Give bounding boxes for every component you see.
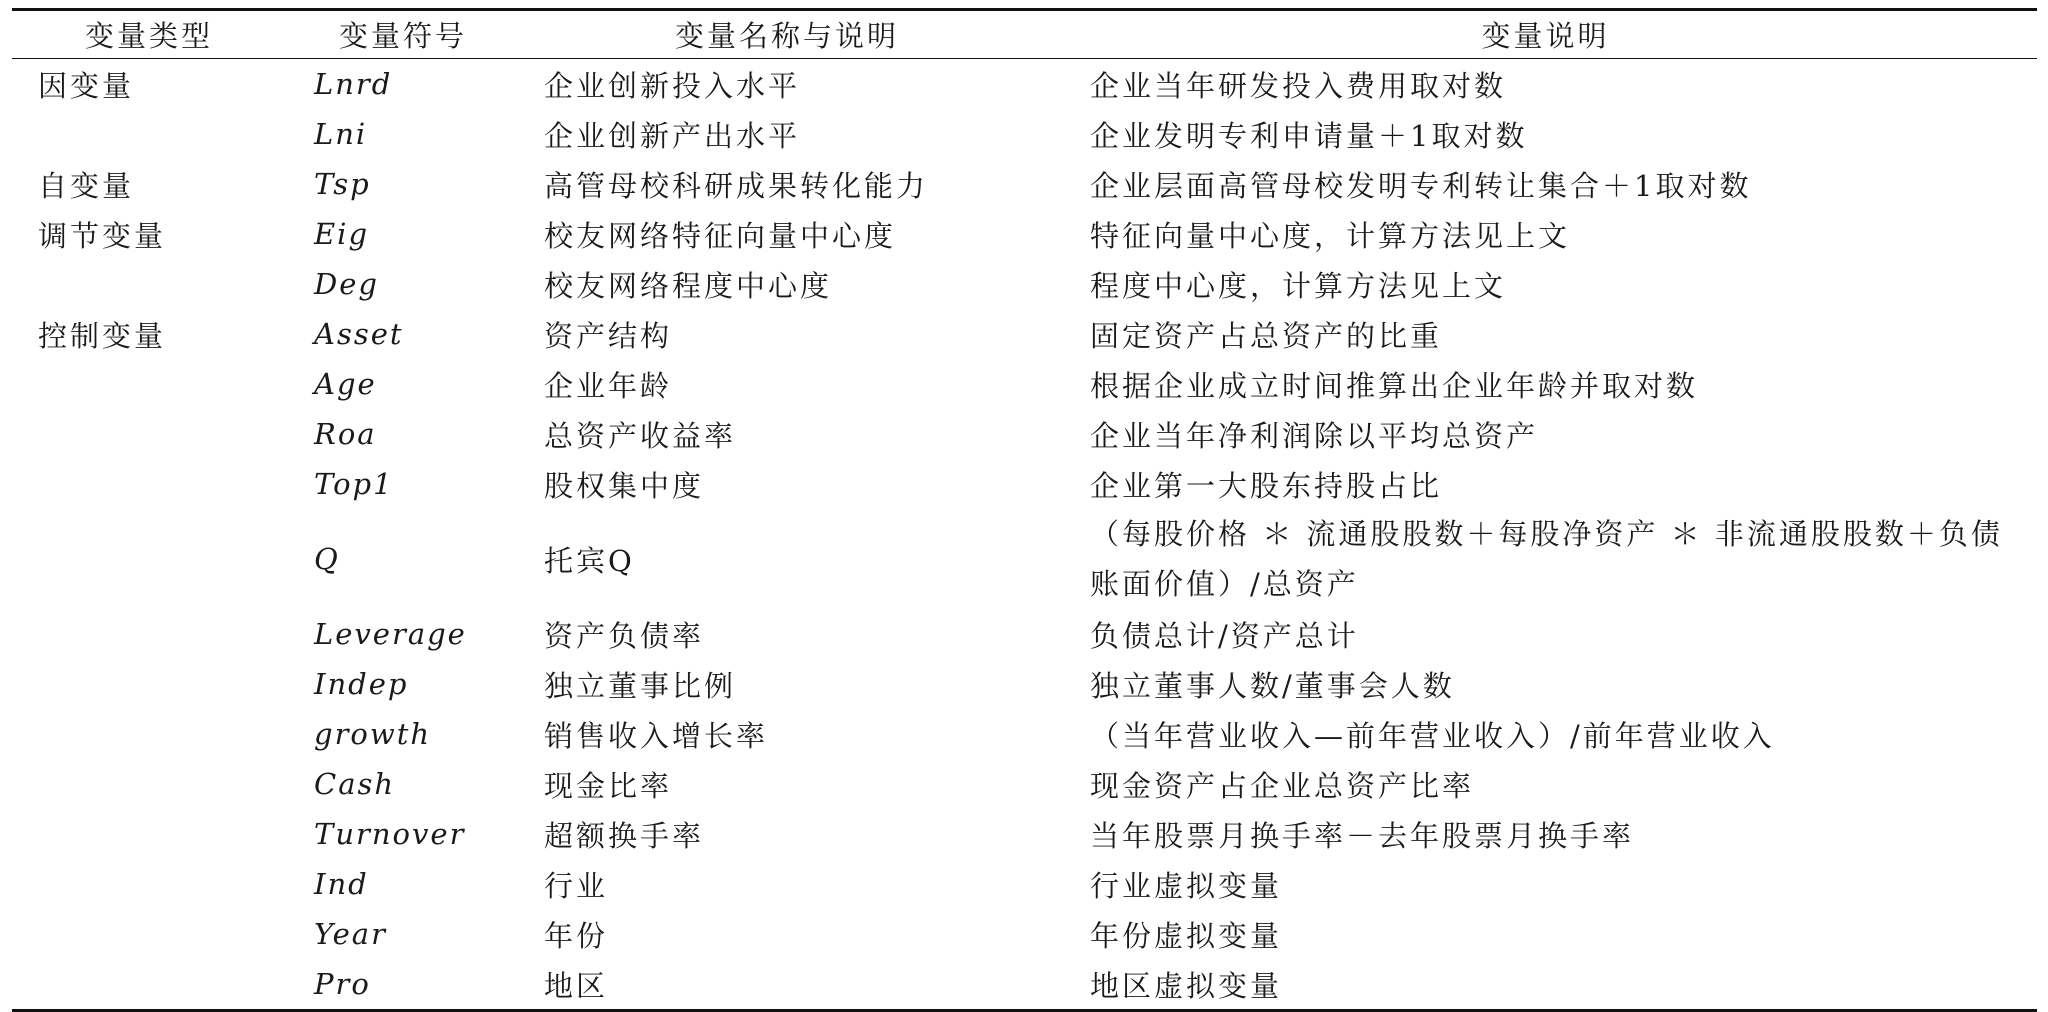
variable-symbol-cell: Cash <box>314 767 396 801</box>
variable-description-cell: 企业当年研发投入费用取对数 <box>1090 68 1507 103</box>
variable-type-cell <box>12 509 286 609</box>
variable-type-cell <box>12 659 286 709</box>
variable-description-cell: （每股价格 ＊ 流通股股数＋每股净资产 ＊ 非流通股股数＋负债账面价值）/总资产 <box>1090 517 2003 601</box>
variable-description-cell: 企业发明专利申请量＋1取对数 <box>1090 118 1528 153</box>
header-variable-type: 变量类型 <box>12 11 286 59</box>
table-body <box>12 59 2037 1010</box>
variable-symbol-cell: Lnrd <box>314 67 393 101</box>
table-row <box>12 809 2037 859</box>
header-variable-symbol: 变量符号 <box>286 11 520 59</box>
variable-type-cell: 控制变量 <box>38 318 167 353</box>
variable-symbol-cell: Eig <box>314 217 370 251</box>
variable-name-cell: 现金比率 <box>544 768 673 803</box>
variable-type-cell: 调节变量 <box>38 218 167 253</box>
table-row <box>12 709 2037 759</box>
variable-description-cell: 企业层面高管母校发明专利转让集合＋1取对数 <box>1090 168 1752 203</box>
header-row <box>12 11 2037 59</box>
variable-description-cell: 行业虚拟变量 <box>1090 868 1283 903</box>
variable-name-cell: 资产负债率 <box>544 618 705 653</box>
variable-table <box>12 11 2037 1009</box>
variable-name-cell: 超额换手率 <box>544 818 705 853</box>
variable-description-cell: 企业第一大股东持股占比 <box>1090 468 1443 503</box>
variable-type-cell <box>12 809 286 859</box>
variable-description-cell: 企业当年净利润除以平均总资产 <box>1090 418 1539 453</box>
variable-type-cell <box>12 259 286 309</box>
variable-name-cell: 校友网络特征向量中心度 <box>544 218 897 253</box>
table-row <box>12 459 2037 509</box>
variable-name-cell: 独立董事比例 <box>544 668 737 703</box>
variable-description-cell: 根据企业成立时间推算出企业年龄并取对数 <box>1090 368 1699 403</box>
variable-description-cell: （当年营业收入—前年营业收入）/前年营业收入 <box>1090 718 1775 753</box>
variable-name-cell: 行业 <box>544 868 609 903</box>
variable-description-cell: 年份虚拟变量 <box>1090 918 1283 953</box>
variable-symbol-cell: Pro <box>314 967 371 1001</box>
variable-type-cell <box>12 909 286 959</box>
variable-name-cell: 年份 <box>544 918 609 953</box>
table-row <box>12 259 2037 309</box>
variable-name-cell: 企业年龄 <box>544 368 673 403</box>
variable-symbol-cell: Leverage <box>314 617 467 651</box>
table-row <box>12 309 2037 359</box>
table-row <box>12 359 2037 409</box>
variable-type-cell <box>12 359 286 409</box>
variable-type-cell: 自变量 <box>38 168 135 203</box>
variable-description-cell: 独立董事人数/董事会人数 <box>1090 668 1455 703</box>
variable-symbol-cell: Asset <box>314 317 404 351</box>
table-row <box>12 759 2037 809</box>
table-row <box>12 209 2037 259</box>
variable-symbol-cell: Deg <box>314 267 379 301</box>
variable-description-cell: 固定资产占总资产的比重 <box>1090 318 1443 353</box>
variable-name-cell: 资产结构 <box>544 318 673 353</box>
table-header <box>12 11 2037 59</box>
table-row <box>12 409 2037 459</box>
variable-symbol-cell: growth <box>314 717 432 751</box>
variable-type-cell <box>12 459 286 509</box>
variable-type-cell <box>12 109 286 159</box>
variable-name-cell: 股权集中度 <box>544 468 705 503</box>
variable-symbol-cell: Indep <box>314 667 409 701</box>
variable-name-cell: 销售收入增长率 <box>544 718 769 753</box>
variable-description-cell: 当年股票月换手率－去年股票月换手率 <box>1090 818 1635 853</box>
variable-symbol-cell: Top1 <box>314 467 394 501</box>
table-row <box>12 59 2037 110</box>
variable-symbol-cell: Turnover <box>314 817 466 851</box>
table-row <box>12 609 2037 659</box>
variable-symbol-cell: Year <box>314 917 387 951</box>
variable-type-cell <box>12 759 286 809</box>
variable-type-cell <box>12 609 286 659</box>
variable-symbol-cell: Ind <box>314 867 369 901</box>
table-row <box>12 859 2037 909</box>
table-row <box>12 909 2037 959</box>
table-row <box>12 109 2037 159</box>
variable-symbol-cell: Q <box>314 542 340 576</box>
header-variable-name: 变量名称与说明 <box>520 11 1054 59</box>
variable-name-cell: 企业创新产出水平 <box>544 118 801 153</box>
variable-name-cell: 托宾Q <box>544 543 635 578</box>
variable-type-cell <box>12 709 286 759</box>
variable-type-cell: 因变量 <box>38 68 135 103</box>
variable-description-cell: 负债总计/资产总计 <box>1090 618 1359 653</box>
header-variable-description: 变量说明 <box>1054 11 2037 59</box>
variable-definition-table <box>12 8 2037 1012</box>
variable-type-cell <box>12 859 286 909</box>
variable-name-cell: 高管母校科研成果转化能力 <box>544 168 929 203</box>
variable-type-cell <box>12 959 286 1009</box>
table-row <box>12 659 2037 709</box>
table-row <box>12 159 2037 209</box>
variable-symbol-cell: Roa <box>314 417 377 451</box>
variable-symbol-cell: Tsp <box>314 167 371 201</box>
variable-type-cell <box>12 409 286 459</box>
variable-description-cell: 地区虚拟变量 <box>1090 968 1283 1003</box>
variable-name-cell: 校友网络程度中心度 <box>544 268 833 303</box>
variable-description-cell: 程度中心度，计算方法见上文 <box>1090 268 1507 303</box>
variable-name-cell: 地区 <box>544 968 609 1003</box>
variable-name-cell: 企业创新投入水平 <box>544 68 801 103</box>
table-row <box>12 959 2037 1009</box>
variable-description-cell: 特征向量中心度，计算方法见上文 <box>1090 218 1571 253</box>
variable-description-cell: 现金资产占企业总资产比率 <box>1090 768 1475 803</box>
variable-name-cell: 总资产收益率 <box>544 418 737 453</box>
table-row <box>12 509 2037 609</box>
variable-symbol-cell: Age <box>314 367 377 401</box>
variable-symbol-cell: Lni <box>314 117 368 151</box>
